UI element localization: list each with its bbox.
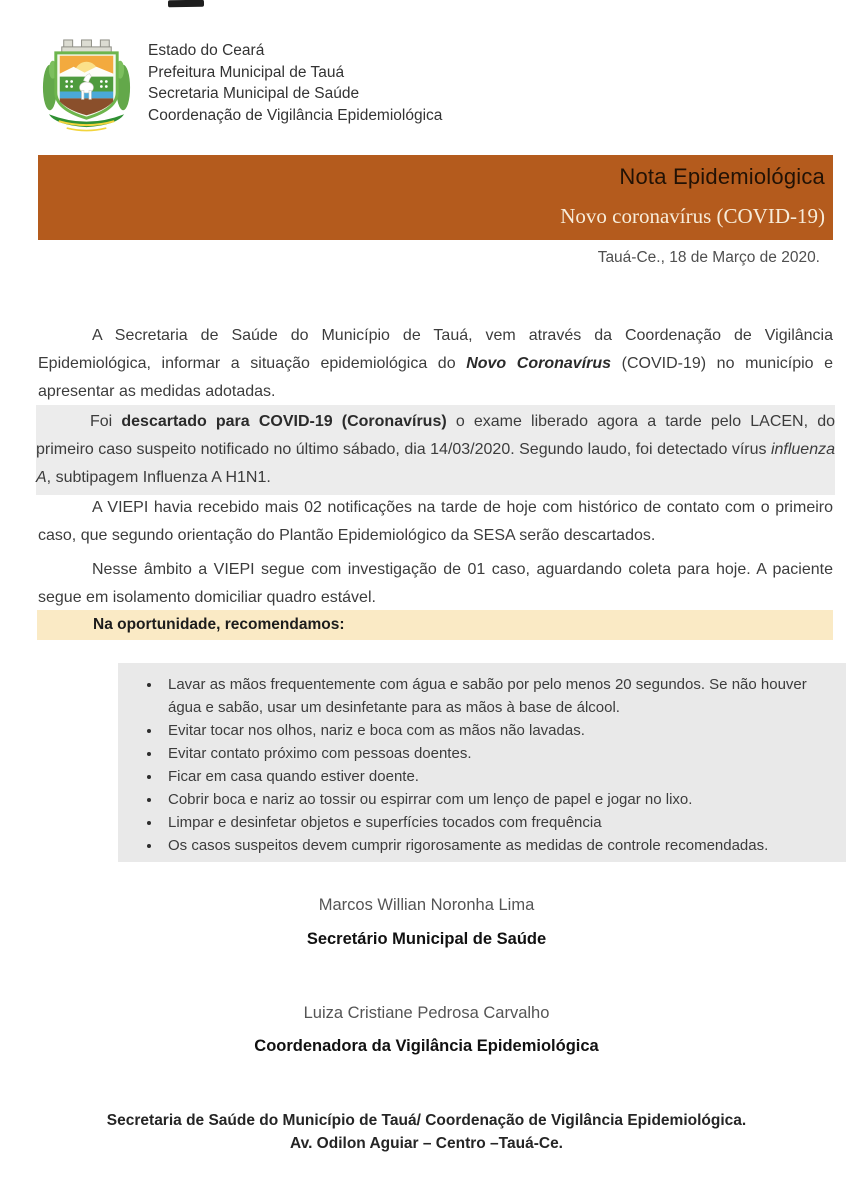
- footer-line-address: Av. Odilon Aguiar – Centro –Tauá-Ce.: [289, 1135, 563, 1152]
- text-segment: o exame liberado agora a tarde pelo LACEN, do primeiro caso suspeito notificado no último sábado, dia 14/03/2020. Segundo laudo, foi detectado vírus: [36, 413, 835, 458]
- text-segment: , subtipagem Influenza A H1N1.: [46, 469, 271, 486]
- banner-title: Nota Epidemiológica: [619, 164, 825, 189]
- signature-name-secretario: Marcos Willian Noronha Lima: [318, 896, 535, 914]
- recommendation-item: • Limpar e desinfetar objetos e superfícies tocados com frequência: [162, 811, 836, 834]
- recommendation-item: • Os casos suspeitos devem cumprir rigorosamente as medidas de controle recomendadas.: [162, 834, 836, 857]
- paragraph-intro: [38, 322, 833, 406]
- org-line-state: Estado do Ceará: [148, 42, 265, 59]
- coat-of-arms-icon: [37, 36, 136, 135]
- dateline: Tauá-Ce., 18 de Março de 2020.: [597, 249, 820, 266]
- banner-subtitle: Novo coronavírus (COVID-19): [560, 204, 825, 228]
- paragraph-result-highlight: [36, 405, 835, 495]
- title-banner: [38, 155, 833, 240]
- recommendations-heading: Na oportunidade, recomendamos:: [37, 610, 833, 640]
- org-line-prefeitura: Prefeitura Municipal de Tauá: [148, 63, 345, 81]
- recommendation-item: • Evitar tocar nos olhos, nariz e boca com as mãos não lavadas.: [162, 719, 836, 742]
- recommendation-item: • Ficar em casa quando estiver doente.: [162, 765, 836, 788]
- text-segment: descartado para COVID-19 (Coronavírus): [121, 413, 447, 430]
- footer-line-org: Secretaria de Saúde do Município de Tauá/ Coordenação de Vigilância Epidemiológica.: [106, 1112, 747, 1129]
- header-org-block: [148, 40, 442, 126]
- recommendation-item: • Lavar as mãos frequentemente com água e sabão por pelo menos 20 segundos. Se não houver água e sabão, usar um desinfetante para as mãos à base de álcool.: [162, 673, 836, 719]
- text-segment: Novo Coronavírus: [466, 355, 612, 372]
- ink-mark-artifact: [168, 0, 204, 7]
- recommendations-list: [118, 673, 836, 857]
- signature-role-coordenadora: Coordenadora da Vigilância Epidemiológica: [254, 1037, 599, 1055]
- signature-role-secretario: Secretário Municipal de Saúde: [306, 930, 547, 948]
- text-segment: Nesse âmbito a VIEPI segue com investigação de 01 caso, aguardando coleta para hoje. A paciente segue em isolamento domiciliar quadro estável.: [38, 561, 833, 606]
- paragraph-notifications: [38, 494, 833, 550]
- text-segment: Foi: [90, 413, 122, 430]
- signature-name-coordenadora: Luiza Cristiane Pedrosa Carvalho: [303, 1004, 550, 1022]
- text-segment: A Secretaria de Saúde do Município de Tauá, vem através da Coordenação de Vigilância Epidemiológica, informar a situação epidemiológica do: [38, 327, 833, 372]
- recommendation-item: • Cobrir boca e nariz ao tossir ou espirrar com um lenço de papel e jogar no lixo.: [162, 788, 836, 811]
- paragraph-investigation: [38, 556, 833, 612]
- text-segment: A VIEPI havia recebido mais 02 notificações na tarde de hoje com histórico de contato com o primeiro caso, que segundo orientação do Plantão Epidemiológico da SESA serão descartados.: [38, 499, 833, 544]
- org-line-secretaria: Secretaria Municipal de Saúde: [148, 85, 360, 102]
- recommendations-box: [118, 663, 846, 862]
- org-line-coordenacao: Coordenação de Vigilância Epidemiológica: [148, 106, 443, 124]
- text-segment: (COVID-19) no município e apresentar as medidas adotadas.: [38, 355, 834, 400]
- recommendation-item: • Evitar contato próximo com pessoas doentes.: [162, 742, 836, 765]
- text-segment: influenza A: [36, 441, 835, 486]
